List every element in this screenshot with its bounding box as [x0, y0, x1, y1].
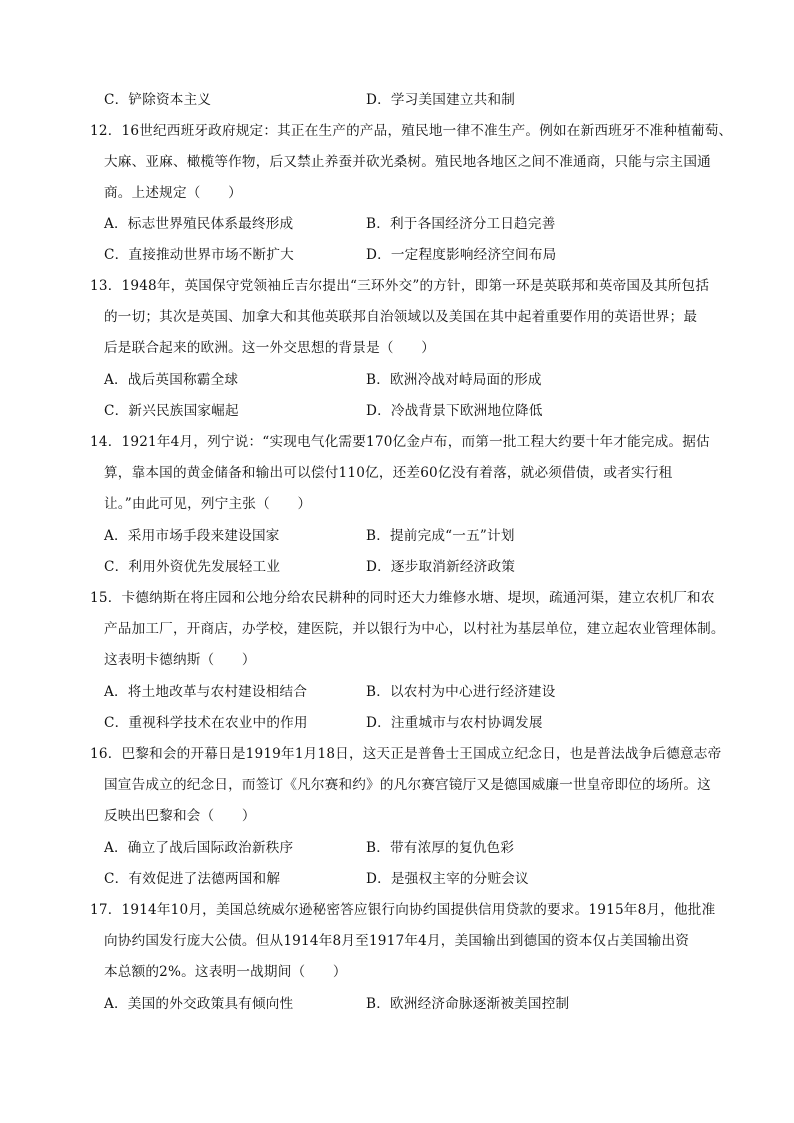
q17-option-a[interactable]: A．美国的外交政策具有倾向性: [104, 996, 294, 1012]
q16-stem-line-3: 反映出巴黎和会（ ）: [104, 808, 256, 824]
q15-stem-line-2: 产品加工厂，开商店，办学校，建医院，并以银行为中心，以村社为基层单位，建立起农业管理体制。: [104, 621, 725, 637]
q14-option-c[interactable]: C．利用外资优先发展轻工业: [104, 559, 281, 575]
q13-stem-line-3: 后是联合起来的欧洲。这一外交思想的背景是（ ）: [104, 340, 436, 356]
q13-option-b[interactable]: B．欧洲冷战对峙局面的形成: [366, 372, 542, 388]
q12-option-a[interactable]: A．标志世界殖民体系最终形成: [104, 216, 294, 232]
q15-stem-line-1: 15．卡德纳斯在将庄园和公地分给农民耕种的同时还大力维修水塘、堤坝，疏通河渠，建立农机厂和农: [90, 590, 715, 606]
q12-option-c[interactable]: C．直接推动世界市场不断扩大: [104, 247, 294, 263]
q15-option-d[interactable]: D．注重城市与农村协调发展: [366, 715, 543, 731]
q13-option-a[interactable]: A．战后英国称霸全球: [104, 372, 239, 388]
q16-option-d[interactable]: D．是强权主宰的分赃会议: [366, 871, 529, 887]
q17-option-b[interactable]: B．欧洲经济命脉逐渐被美国控制: [366, 996, 570, 1012]
q15-stem-line-3: 这表明卡德纳斯（ ）: [104, 652, 256, 668]
q14-stem-line-1: 14．1921年4月，列宁说：“实现电气化需要170亿金卢布，而第一批工程大约要十年才能完成。据估: [90, 434, 710, 450]
q16-stem-line-1: 16．巴黎和会的开幕日是1919年1月18日，这天正是普鲁士王国成立纪念日，也是普法战争后德意志帝: [90, 746, 722, 762]
q12-stem-line-2: 大麻、亚麻、橄榄等作物，后又禁止养蚕并砍光桑树。殖民地各地区之间不准通商，只能与宗主国通: [104, 154, 711, 170]
q17-stem-line-1: 17．1914年10月，美国总统威尔逊秘密答应银行向协约国提供信用贷款的要求。1915年8月，他批准: [90, 902, 716, 918]
q15-option-c[interactable]: C．重视科学技术在农业中的作用: [104, 715, 308, 731]
q17-stem-line-2: 向协约国发行庞大公债。但从1914年8月至1917年4月，美国输出到德国的资本仅占美国输出资: [104, 933, 690, 949]
q13-option-c[interactable]: C．新兴民族国家崛起: [104, 403, 239, 419]
q14-stem-line-2: 算，靠本国的黄金储备和输出可以偿付110亿，还差60亿没有着落，就必须借债，或者实行租: [104, 465, 673, 481]
q11-option-d[interactable]: D．学习美国建立共和制: [366, 92, 516, 108]
q17-stem-line-3: 本总额的2%。这表明一战期间（ ）: [104, 964, 347, 980]
q16-option-b[interactable]: B．带有浓厚的复仇色彩: [366, 840, 515, 856]
q14-option-a[interactable]: A．采用市场手段来建设国家: [104, 528, 280, 544]
q16-option-a[interactable]: A．确立了战后国际政治新秩序: [104, 840, 294, 856]
q14-option-b[interactable]: B．提前完成“一五”计划: [366, 528, 515, 544]
q11-option-c[interactable]: C．铲除资本主义: [104, 92, 212, 108]
q16-stem-line-2: 国宣告成立的纪念日，而签订《凡尔赛和约》的凡尔赛宫镜厅又是德国威廉一世皇帝即位的场所。这: [104, 777, 711, 793]
q13-stem-line-2: 的一切；其次是英国、加拿大和其他英联邦自治领域以及美国在其中起着重要作用的英语世界；最: [104, 309, 698, 325]
q12-stem-line-3: 商。上述规定（ ）: [104, 185, 242, 201]
q13-option-d[interactable]: D．冷战背景下欧洲地位降低: [366, 403, 543, 419]
q13-stem-line-1: 13．1948年，英国保守党领袖丘吉尔提出“三环外交”的方针，即第一环是英联邦和英帝国及其所包括: [90, 278, 710, 294]
q12-option-d[interactable]: D．一定程度影响经济空间布局: [366, 247, 557, 263]
q14-stem-line-3: 让。”由此可见，列宁主张（ ）: [104, 496, 312, 512]
q15-option-b[interactable]: B．以农村为中心进行经济建设: [366, 684, 556, 700]
q14-option-d[interactable]: D．逐步取消新经济政策: [366, 559, 516, 575]
q16-option-c[interactable]: C．有效促进了法德两国和解: [104, 871, 281, 887]
q15-option-a[interactable]: A．将土地改革与农村建设相结合: [104, 684, 308, 700]
q12-stem-line-1: 12．16世纪西班牙政府规定：其正在生产的产品，殖民地一律不准生产。例如在新西班牙不准种植葡萄、: [90, 123, 733, 139]
q12-option-b[interactable]: B．利于各国经济分工日趋完善: [366, 216, 556, 232]
